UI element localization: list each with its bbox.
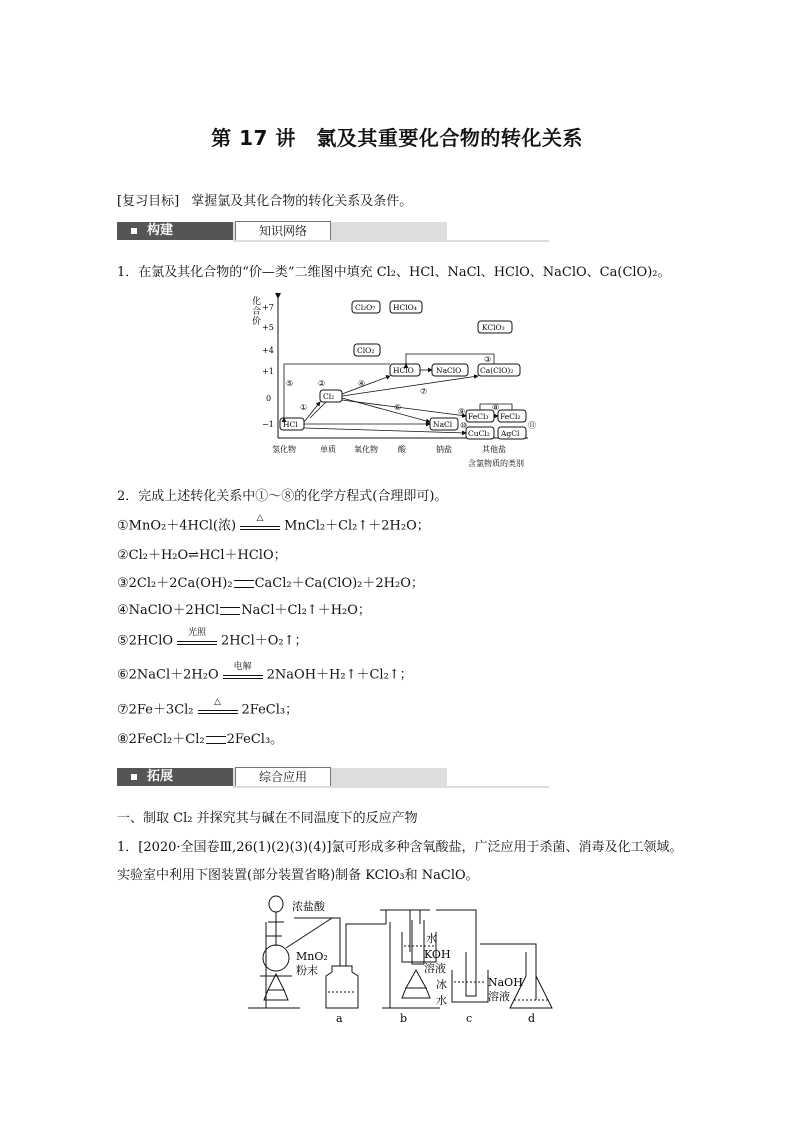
- equation-4: ④NaClO＋2HCl NaCl＋Cl₂↑＋H₂O；: [117, 603, 371, 618]
- letter-d: d: [528, 1012, 536, 1025]
- question-2: 2．完成上述转化关系中①～⑧的化学方程式(合理即可)。: [117, 489, 448, 504]
- num-7: ⑦: [420, 387, 428, 396]
- equation-6: ⑥2NaCl＋2H₂O 电解 2NaOH＋H₂↑＋Cl₂↑；: [117, 662, 413, 683]
- box-cl2o7: Cl₂O₇: [355, 303, 376, 312]
- num-1: ①: [300, 403, 308, 412]
- section-header-build: [117, 220, 432, 242]
- x-other-salt: 其他盐: [482, 445, 506, 454]
- problem-1-line-2: 实验室中利用下图装置(部分装置省略)制备 KClO₃和 NaClO。: [117, 868, 479, 883]
- value-class-diagram: [248, 290, 548, 480]
- num-5: ⑤: [286, 379, 294, 388]
- num-2: ②: [318, 379, 326, 388]
- x-sodium-salt: 钠盐: [436, 445, 452, 454]
- equation-7: ⑦2Fe＋3Cl₂ △ 2FeCl₃；: [117, 697, 299, 718]
- box-hclo: HClO: [393, 366, 414, 375]
- x-hydride: 氢化物: [272, 445, 296, 454]
- box-naclo: NaClO: [436, 366, 462, 375]
- box-fecl2: FeCl₂: [500, 412, 521, 421]
- section-header-extend: [117, 766, 432, 788]
- label-ice: 冰: [436, 978, 447, 991]
- section-box: 知识网络: [235, 221, 331, 241]
- num-3: ③: [484, 355, 492, 364]
- part-1-heading: 一、制取 Cl₂ 并探究其与碱在不同温度下的反应产物: [117, 811, 418, 826]
- box-clo2: ClO₂: [357, 346, 375, 355]
- y-axis-label: 化: [252, 297, 262, 307]
- box-agcl: AgCl: [501, 429, 520, 438]
- equation-5: ⑤2HClO 光照 2HCl＋O₂↑；: [117, 628, 308, 649]
- box-nacl: NaCl: [433, 420, 453, 429]
- label-naoh-solution: 溶液: [488, 990, 510, 1003]
- x-acid: 酸: [398, 445, 406, 454]
- equation-2: ②Cl₂＋H₂O⇌HCl＋HClO；: [117, 548, 287, 563]
- box-fecl3: FeCl₃: [468, 412, 489, 421]
- apparatus-diagram: [240, 892, 560, 1028]
- label-koh-solution: 溶液: [424, 962, 446, 975]
- tick-plus1: +1: [262, 367, 274, 376]
- tick-plus5: +5: [262, 323, 274, 332]
- letter-b: b: [400, 1012, 408, 1025]
- label-conc-hcl: 浓盐酸: [292, 900, 325, 913]
- section-tag: 拓展: [147, 769, 174, 784]
- num-4: ④: [358, 379, 366, 388]
- box-hcl: HCl: [283, 420, 298, 429]
- num-9: ⑨: [458, 407, 466, 416]
- equation-3: ③2Cl₂＋2Ca(OH)₂ CaCl₂＋Ca(ClO)₂＋2H₂O；: [117, 576, 424, 591]
- equation-8: ⑧2FeCl₂＋Cl₂ 2FeCl₃。: [117, 732, 284, 747]
- num-11: ⑪: [528, 421, 536, 430]
- problem-1-line-1: 1．[2020·全国卷Ⅲ,26(1)(2)(3)(4)]氯可形成多种含氧酸盐，广泛应用于杀菌、消毒及化工领域。: [117, 840, 683, 855]
- label-ice-water: 水: [436, 994, 447, 1007]
- tick-minus1: −1: [262, 420, 274, 429]
- label-powder: 粉末: [296, 964, 318, 977]
- num-6: ⑥: [394, 403, 402, 412]
- tick-plus7: +7: [262, 303, 274, 312]
- label-mno2: MnO₂: [296, 950, 328, 963]
- tick-plus4: +4: [262, 346, 274, 355]
- box-cucl2: CuCl₂: [468, 429, 490, 438]
- y-ticks: [262, 303, 274, 429]
- equation-1: ①MnO₂＋4HCl(浓) △ MnCl₂＋Cl₂↑＋2H₂O；: [117, 513, 430, 534]
- review-text: 掌握氯及其化合物的转化关系及条件。: [191, 194, 413, 209]
- num-10: ⑩: [460, 421, 468, 430]
- svg-text:价: 价: [252, 317, 262, 327]
- label-koh: KOH: [424, 948, 451, 961]
- box-kclo3: KClO₃: [482, 323, 505, 332]
- compound-boxes: [280, 301, 526, 439]
- label-water: 水: [426, 932, 437, 945]
- box-hclo4: HClO₄: [393, 303, 417, 312]
- x-ticks: [272, 444, 524, 468]
- letter-c: c: [466, 1012, 473, 1025]
- label-naoh: NaOH: [488, 976, 523, 989]
- letter-a: a: [336, 1012, 343, 1025]
- review-objective: [117, 194, 412, 210]
- x-axis-label: 含氯物质的类别: [468, 459, 524, 468]
- question-1: 1．在氯及其化合物的“价—类”二维图中填充 Cl₂、HCl、NaCl、HClO、NaClO、Ca(ClO)₂。: [117, 265, 671, 280]
- box-caclo2: Ca(ClO)₂: [480, 366, 514, 375]
- svg-text:合: 合: [252, 307, 262, 317]
- box-cl2: Cl₂: [323, 392, 335, 401]
- x-element: 单质: [320, 445, 336, 454]
- page-title: 第 17 讲 氯及其重要化合物的转化关系: [211, 126, 583, 150]
- section-tag: 构建: [147, 223, 174, 238]
- num-8: ⑧: [492, 403, 500, 412]
- x-oxide: 氧化物: [354, 445, 378, 454]
- section-box: 综合应用: [235, 767, 331, 787]
- review-label: [复习目标]: [117, 194, 180, 209]
- tick-zero: 0: [266, 394, 272, 403]
